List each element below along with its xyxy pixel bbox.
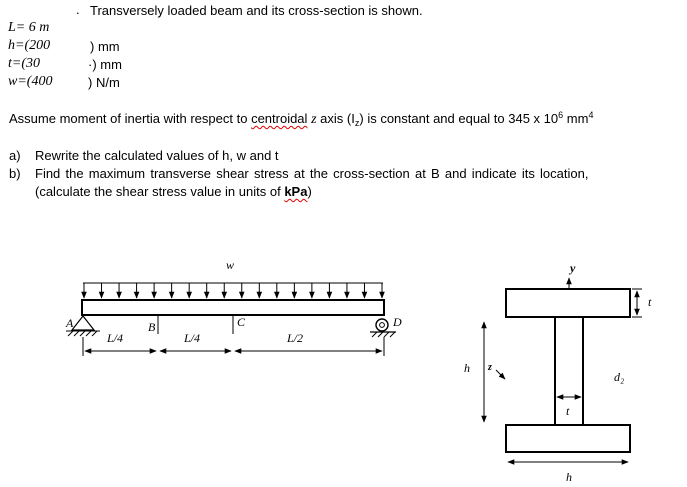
beam — [82, 300, 384, 315]
given-t: t=(30 — [8, 56, 40, 71]
question-b-text: Find the maximum transverse shear stress at the cross-section at B and indicate its location, — [35, 166, 589, 181]
d2-label: d₂ — [614, 370, 625, 384]
web-thickness-label: t — [566, 404, 570, 418]
given-h: h=(200 — [8, 38, 51, 53]
width-label: h — [566, 470, 572, 484]
assume-unit-exp: 4 — [588, 110, 594, 120]
span-3-label: L/2 — [287, 331, 304, 345]
point-d-label: D — [393, 315, 402, 329]
z-axis — [496, 370, 505, 379]
given-h-unit: ) mm — [90, 39, 120, 54]
span-2-label: L/4 — [184, 331, 201, 345]
span-1-label: L/4 — [107, 331, 124, 345]
assume-rest: is constant and equal to 345 x 10 — [367, 111, 559, 126]
distributed-load — [83, 283, 383, 298]
point-a-label: A — [66, 316, 74, 330]
flange-thickness-label: t — [648, 295, 652, 309]
y-axis-label: y — [570, 261, 576, 275]
assume-iz: $(I_z)$ — [346, 111, 364, 128]
question-a-label: a) — [9, 148, 21, 163]
given-w-unit: ) N/m — [88, 75, 120, 90]
assume-z-axis: z — [311, 112, 317, 127]
flange-thickness-dimension — [632, 289, 642, 317]
point-c-label: C — [237, 315, 246, 329]
given-L: L= 6 m — [8, 20, 50, 35]
assume-exp: 6 — [558, 110, 564, 120]
header-bullet: . — [76, 2, 80, 17]
assume-axis-word: axis — [320, 111, 344, 126]
problem-title: Transversely loaded beam and its cross-section is shown. — [90, 3, 423, 18]
question-b-text2: (calculate the shear stress value in units of kPa) — [35, 184, 312, 199]
bottom-flange — [506, 425, 630, 452]
assume-prefix: Assume moment of inertia with respect to — [9, 111, 248, 126]
top-flange — [506, 289, 630, 317]
given-w: w=(400 — [8, 74, 53, 89]
assume-centroidal: centroidal — [251, 111, 308, 126]
kpa-unit: kPa — [284, 184, 308, 199]
z-axis-label: z — [488, 362, 492, 373]
span-dimensions — [83, 337, 384, 356]
assume-unit: mm — [566, 111, 589, 126]
given-t-unit: ·) mm — [88, 57, 122, 72]
question-a-text: Rewrite the calculated values of h, w and t — [35, 148, 279, 163]
question-b-label: b) — [9, 166, 21, 181]
load-label-w: w — [226, 258, 235, 272]
height-label: h — [464, 361, 470, 375]
point-b-label: B — [148, 320, 156, 334]
